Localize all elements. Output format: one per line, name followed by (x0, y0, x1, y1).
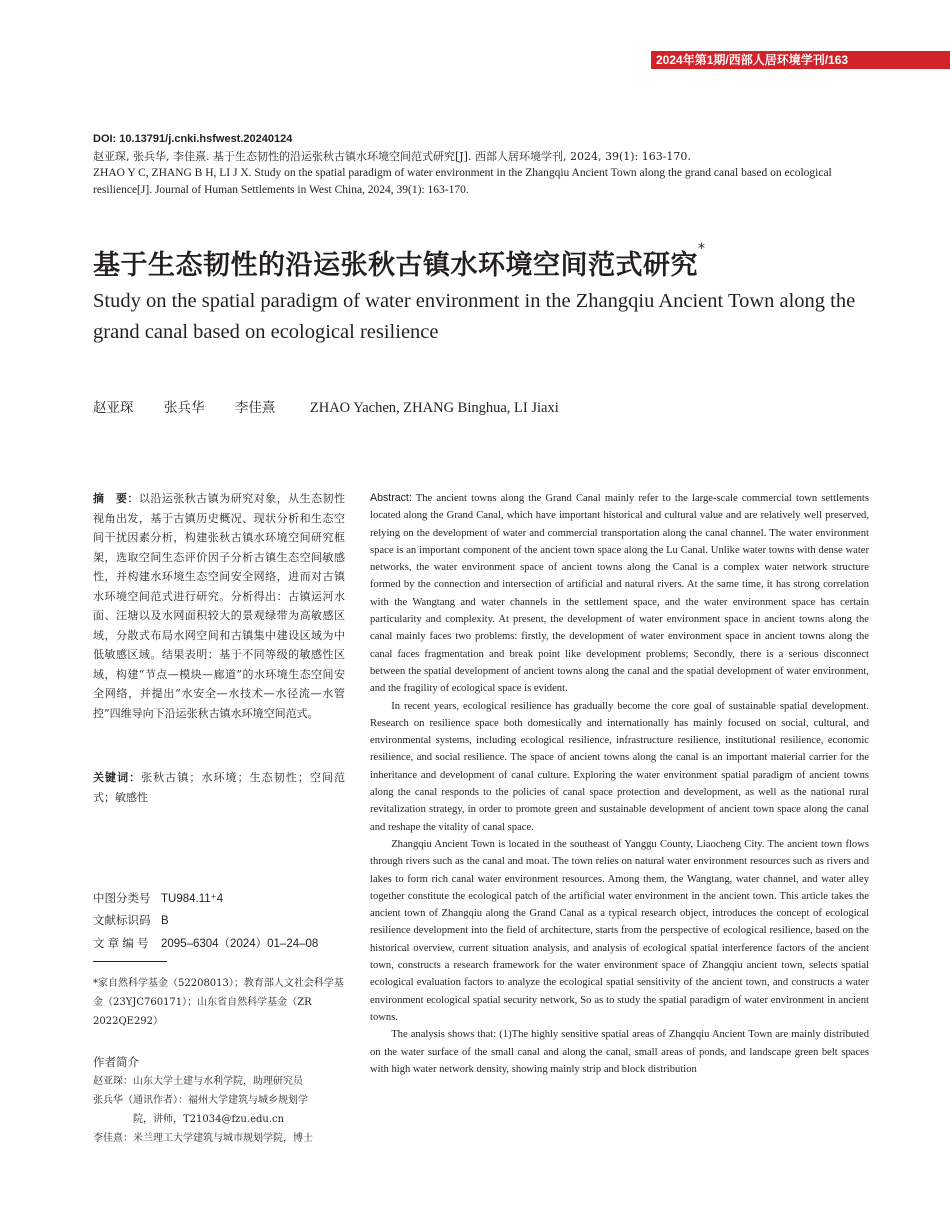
clc-label: 中图分类号 (93, 893, 151, 905)
title-cn-text: 基于生态韧性的沿运张秋古镇水环境空间范式研究 (93, 250, 698, 281)
author-cn-1: 赵亚琛 (93, 400, 134, 416)
abstract-en-paragraph (370, 490, 869, 698)
authors-en: ZHAO Yachen, ZHANG Binghua, LI Jiaxi (309, 400, 559, 416)
title-cn (93, 243, 706, 282)
doc-value: B (161, 915, 169, 927)
journal-header-text: 2024年第1期/西部人居环境学刊/163 (656, 53, 849, 67)
title-footnote-mark: * (698, 241, 706, 257)
author-cn-3: 李佳熹 (234, 400, 276, 416)
author-bio-line: 院，讲师，T21034@fzu.edu.cn (93, 1114, 285, 1125)
author-cn-2: 张兵华 (163, 400, 205, 416)
author-bio-line: 赵亚琛：山东大学土建与水利学院，助理研究员 (93, 1076, 303, 1087)
keywords-label: 关键词： (93, 771, 142, 784)
abstract-cn-text: 以沿运张秋古镇为研究对象，从生态韧性视角出发，基于古镇历史概况、现状分析和生态空间干扰因素分析，构建张秋古镇水环境空间研究框架，选取空间生态评价因子分析古镇生态空间敏感性，并构建水环境生态空间安全网络，进而对古镇水环境空间范式进行研究。分析得出：古镇运河水面、汪塘以及水网面积较大的景观绿带为高敏感区域，分散式布局水网空间和古镇集中建设区域为中低敏感区域。结果表明：基于不同等级的敏感性区域，构建“节点—模块—廊道”的水环境生态空间安全网络，并提出“水安全—水技术—水径流—水管控”四维导向下沿运张秋古镇水环境空间范式。 (93, 492, 346, 720)
author-bio-line: 张兵华（通讯作者）：福州大学建筑与城乡规划学 (93, 1095, 308, 1106)
author-bio-line: 李佳熹：米兰理工大学建筑与城市规划学院，博士 (93, 1133, 313, 1144)
doc-code (93, 912, 169, 928)
doi: DOI: 10.13791/j.cnki.hsfwest.20240124 (93, 133, 293, 145)
abstract-en (370, 490, 869, 1078)
citation-en: ZHAO Y C, ZHANG B H, LI J X. Study on the spatial paradigm of water environment in the Zhangqiu Ancient Town along the grand canal based on ecological resilience[J]. Journal of Human Settlements in West China, 2024, 39(1): 163-170. (93, 167, 832, 196)
fund-note: *家自然科学基金（52208013）；教育部人文社会科学基金（23YJC760171）；山东省自然科学基金（ZR 2022QE292） (93, 978, 344, 1027)
author-list (93, 396, 559, 417)
author-bio-title: 作者简介 (93, 1055, 139, 1069)
clc-value: TU984.11⁺4 (161, 893, 224, 905)
doc-label: 文献标识码 (93, 915, 151, 927)
abstract-cn (93, 489, 345, 723)
abstract-cn-label: 摘 要： (93, 492, 139, 505)
abstract-en-paragraph: In recent years, ecological resilience has gradually become the core goal of sustainable spatial development. Research on resilience space both domestically and internationally has mainly focused on social, cultural, and environmental systems, including ecological resilience, infrastructure resilience, institutional resilience, economic resilience, and social resilience. The space of ancient towns along the canal is an important material carrier for the inheritance and development of canal culture. Exploring the water environment spatial paradigm of ancient towns along the canal responds to the policies of canal space protection and development, as well as the national rural revitalization strategy, in order to promote green and sustainable development of ancient town space along the canal and reshape the vitality of canal space. (370, 700, 869, 833)
abstract-en-paragraph: The analysis shows that: (1)The highly sensitive spatial areas of Zhangqiu Ancient Town are mainly distributed on the water surface of the small canal and along the canal, small areas of ponds, and landscape green belt spaces with high water network density, showing mainly strip and block distribution (370, 1029, 869, 1075)
keywords-text: 张秋古镇；水环境；生态韧性；空间范式；敏感性 (93, 771, 346, 804)
article-value: 2095–6304（2024）01–24–08 (161, 938, 319, 950)
footnote-divider (93, 961, 167, 962)
article-label: 文 章 编 号 (93, 938, 149, 950)
citation-cn: 赵亚琛, 张兵华, 李佳熹. 基于生态韧性的沿运张秋古镇水环境空间范式研究[J]. 西部人居环境学刊, 2024, 39(1): 163-170. (93, 150, 691, 163)
abstract-en-paragraph: Zhangqiu Ancient Town is located in the southeast of Yanggu County, Liaocheng City. The ancient town flows through rivers such as the canal and moat. The town relies on natural water environment resources such as rivers and lakes to form rich canal water environment resources. Among them, the Wangtang, water channel, and water alley together constitute the ecological patch of the artificial water environment in the ancient town. This article takes the ancient town of Zhangqiu along the Grand Canal as a typical research object, introduces the concept of ecological resilience development into the field of architecture, starts from the perspective of ecological resilience, based on the historical overview, current situation analysis, and analysis of ecological spatial interference factors of the ancient town, constructs a research framework for the water environment space of Zhangqiu ancient town, selects spatial ecological evaluation factors to analyze the ecological spatial sensitivity of the ancient town, and constructs a water environment ecological spatial security network, So as to study the spatial paradigm of water environment in ancient towns. (370, 838, 869, 1023)
article-number (93, 935, 318, 951)
abstract-en-p1: The ancient towns along the Grand Canal mainly refer to the large-scale commercial town settlements located along the Grand Canal, which have important historical and cultural value and are relatively well preserved, relying on the development of water and commercial transportation along the canal channel. The water environment space is an important component of the ancient town space along the Lu Canal. Unlike water towns with dense water networks, the water environment space of ancient towns along the Canal is a complex water network structure formed by the connection and intersection of artificial and natural rivers. At the same time, it has strong correlation with the Wangtang and water channels in the settlement space, and the water environment space has certain particularity and complexity. At present, the development of water environment space in ancient towns along the canal mainly faces two problems: firstly, the development of water environment space in ancient towns along the canal faces fragmentation and break point like development problems; Secondly, there is a serious disconnect between the spatial development of ancient towns along the canal and the spatial development of water environment, and the fragility of ecological space is evident. (370, 493, 869, 695)
abstract-en-label: Abstract: (370, 492, 412, 504)
clc-number (93, 890, 223, 906)
keywords (93, 768, 345, 807)
title-en: Study on the spatial paradigm of water environment in the Zhangqiu Ancient Town along the grand canal based on ecological resilience (93, 290, 856, 343)
